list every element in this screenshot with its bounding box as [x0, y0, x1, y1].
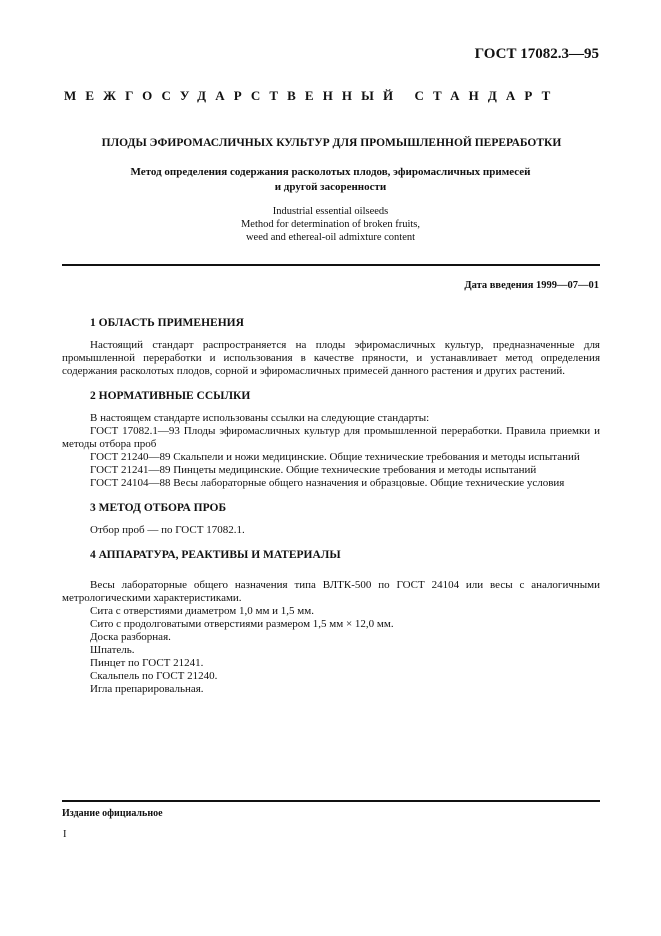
- english-title-line: Industrial essential oilseeds: [272, 206, 389, 217]
- subtitle-line: Метод определения содержания расколотых плодов, эфиромасличных примесей: [130, 166, 531, 178]
- reference-item: ГОСТ 21241—89 Пинцеты медицинские. Общие технические требования и методы испытаний: [90, 464, 537, 476]
- equipment-item: Пинцет по ГОСТ 21241.: [90, 657, 204, 669]
- equipment-item: Скальпель по ГОСТ 21240.: [90, 670, 218, 682]
- equipment-item: Весы лабораторные общего назначения типа ВЛТК-500 по ГОСТ 24104 или весы с аналогичными метрологическими характеристиками.: [62, 579, 600, 604]
- page-number: I: [63, 829, 67, 840]
- edition-label: Издание официальное: [62, 808, 163, 819]
- reference-item: ГОСТ 17082.1—93 Плоды эфиромасличных культур для промышленной переработки. Правила приемки и методы отбора проб: [62, 425, 600, 450]
- section-heading: 1 ОБЛАСТЬ ПРИМЕНЕНИЯ: [90, 317, 244, 329]
- equipment-item: Игла препарировальная.: [90, 683, 204, 695]
- document-subtitle: [100, 165, 561, 195]
- section-heading: 3 МЕТОД ОТБОРА ПРОБ: [90, 502, 227, 514]
- english-title-line: weed and ethereal-oil admixture content: [245, 232, 416, 243]
- equipment-item: Доска разборная.: [90, 631, 171, 643]
- section-heading: 2 НОРМАТИВНЫЕ ССЫЛКИ: [90, 390, 251, 402]
- reference-item: ГОСТ 21240—89 Скальпели и ножи медицинские. Общие технические требования и методы испытаний: [90, 451, 580, 463]
- footer-divider: [62, 800, 600, 802]
- english-title: [100, 205, 561, 244]
- equipment-item: Сита с отверстиями диаметром 1,0 мм и 1,5 мм.: [90, 605, 314, 617]
- section-paragraph: Отбор проб — по ГОСТ 17082.1.: [90, 524, 245, 536]
- equipment-item: Сито с продолговатыми отверстиями размером 1,5 мм × 12,0 мм.: [90, 618, 394, 630]
- introduction-date: Дата введения 1999—07—01: [464, 280, 599, 291]
- document-code: ГОСТ 17082.3—95: [474, 46, 599, 62]
- document-body: [62, 317, 600, 696]
- standard-type: МЕЖГОСУДАРСТВЕННЫЙ СТАНДАРТ: [64, 88, 560, 103]
- english-title-line: Method for determination of broken fruits,: [240, 219, 421, 230]
- section-heading: 4 АППАРАТУРА, РЕАКТИВЫ И МАТЕРИАЛЫ: [90, 549, 341, 561]
- reference-item: ГОСТ 24104—88 Весы лабораторные общего назначения и образцовые. Общие технические условия: [90, 477, 565, 489]
- section-paragraph: Настоящий стандарт распространяется на плоды эфиромасличных культур, предназначенные для промышленной переработки и использования в качестве пряности, и устанавливает метод определения содержания расколотых плодов, сорной и эфиромасличных примесей данного растения и других растений.: [62, 339, 600, 377]
- header-divider: [62, 264, 600, 266]
- subtitle-line: и другой засоренности: [274, 181, 387, 193]
- section-paragraph: В настоящем стандарте использованы ссылки на следующие стандарты:: [90, 412, 430, 424]
- equipment-item: Шпатель.: [90, 644, 135, 656]
- document-title: ПЛОДЫ ЭФИРОМАСЛИЧНЫХ КУЛЬТУР ДЛЯ ПРОМЫШЛЕННОЙ ПЕРЕРАБОТКИ: [101, 137, 562, 149]
